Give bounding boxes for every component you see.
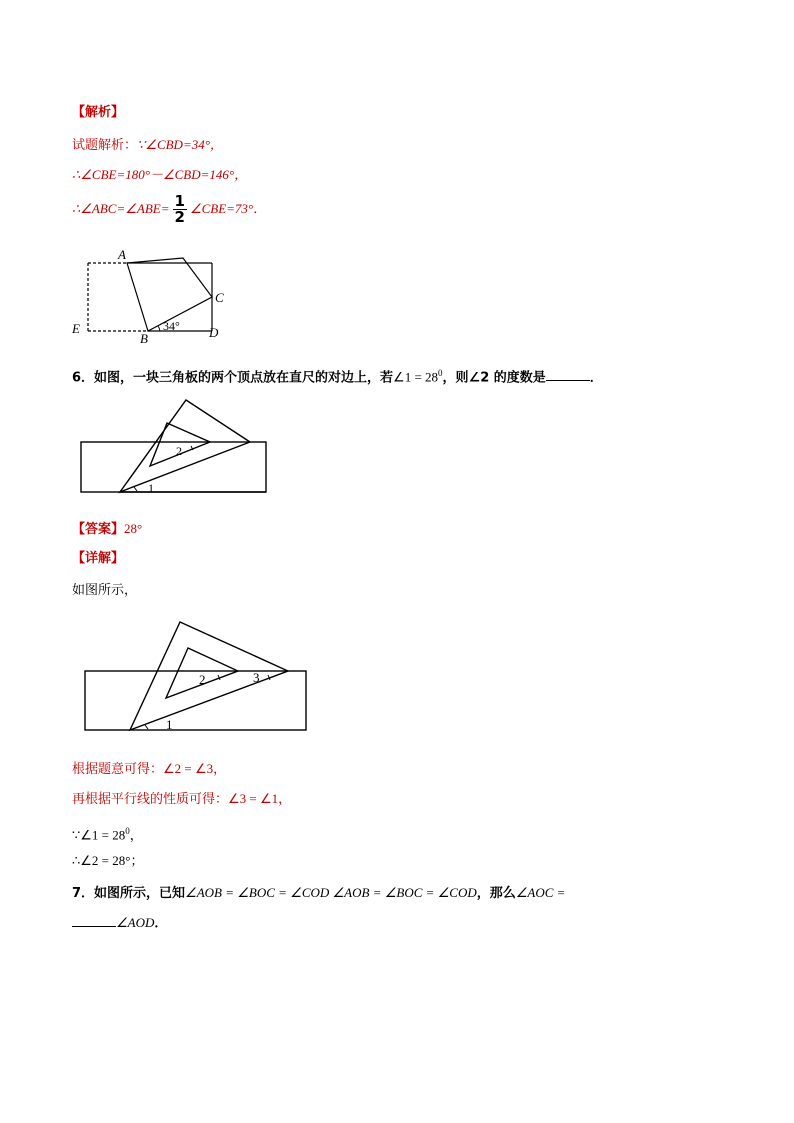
label-angle-1: 1 <box>166 717 173 732</box>
label-c: C <box>215 290 224 305</box>
ruler-rect <box>85 671 306 730</box>
q7-mid: ，那么 <box>476 886 516 901</box>
answer-header: 【答案】 <box>72 522 125 537</box>
label-angle-2: 2 <box>199 672 206 687</box>
q7-stem-line-2 <box>72 914 167 933</box>
label-angle-2: 2 <box>176 444 182 458</box>
detail-line-3-math: ∵∠1 = 28 <box>72 827 126 843</box>
detail-line-4: ∴∠2 = 28°； <box>72 853 144 868</box>
q7-math: ∠AOB = ∠BOC = ∠COD ∠AOB = ∠BOC = ∠COD <box>185 885 477 900</box>
label-b: B <box>140 331 148 345</box>
detail-line-2-math: ∠3 = ∠1， <box>228 791 292 806</box>
q6-answer-blank[interactable] <box>546 368 590 381</box>
q7-math-2: ∠AOC = <box>515 885 566 900</box>
label-angle-1: 1 <box>148 481 154 495</box>
angle-arc-icon <box>158 326 160 331</box>
q7-answer-blank[interactable] <box>72 914 116 927</box>
q6-stem-after: ，则∠2 的度数是 <box>442 370 546 386</box>
q6-condition: ∠1 = 28 <box>393 369 439 385</box>
analysis-line-3 <box>72 194 266 225</box>
fraction-one-half: $\frac{1}{2}$ <box>174 192 185 226</box>
detail-line-1-math: ∠2 = ∠3， <box>163 761 227 776</box>
detail-line-2-text: 再根据平行线的性质可得： <box>72 792 229 807</box>
label-e: E <box>72 321 80 336</box>
detail-line-3-sup: 0 <box>125 826 130 836</box>
triangle-outer <box>120 400 250 492</box>
q6-stem <box>72 364 603 387</box>
label-d: D <box>209 325 219 340</box>
label-angle-3: 3 <box>253 670 260 685</box>
q7-end: ． <box>154 916 168 931</box>
ruler-rect <box>81 442 266 492</box>
analysis-line-3-lhs: ∴∠ABC=∠ABE= <box>72 201 170 216</box>
detail-header: 【详解】 <box>72 551 125 566</box>
analysis-header: 【解析】 <box>72 105 125 120</box>
q6-condition-sup: 0 <box>438 368 443 378</box>
detail-line-3 <box>72 822 143 844</box>
q6-stem-before: 6．如图，一块三角板的两个顶点放在直尺的对边上，若 <box>72 370 394 386</box>
label-a: A <box>118 247 126 262</box>
figure-2-diagram <box>70 395 280 500</box>
detail-line-1-text: 根据题意可得： <box>72 762 164 777</box>
angle-1-mark-icon <box>134 487 137 491</box>
figure-1-dashed-rect <box>88 263 148 331</box>
analysis-line-1-prefix: 试题解析： <box>72 138 138 153</box>
detail-line-2 <box>72 790 291 809</box>
analysis-line-1 <box>72 136 223 155</box>
analysis-line-1-body: ∵∠CBD=34°， <box>137 137 223 152</box>
label-angle-34: 34° <box>163 319 180 333</box>
answer-value: 28° <box>124 521 143 536</box>
angle-1-mark-icon <box>145 725 148 729</box>
detail-intro: 如图所示， <box>72 583 138 598</box>
detail-line-1 <box>72 760 226 779</box>
q7-tail: ∠AOD <box>116 915 155 930</box>
answer-line <box>72 520 142 539</box>
q7-stem <box>72 884 565 903</box>
q7-stem-text: 7．如图所示，已知 <box>72 886 186 901</box>
detail-line-3-end: ， <box>129 827 143 843</box>
analysis-line-2: ∴∠CBE=180°－∠CBD=146°， <box>72 167 248 182</box>
q6-end: ． <box>589 370 603 386</box>
analysis-line-3-rhs: ∠CBE=73°． <box>189 201 267 216</box>
triangle-outer <box>130 622 288 730</box>
figure-3-diagram <box>75 615 315 740</box>
figure-1-diagram <box>60 240 240 345</box>
